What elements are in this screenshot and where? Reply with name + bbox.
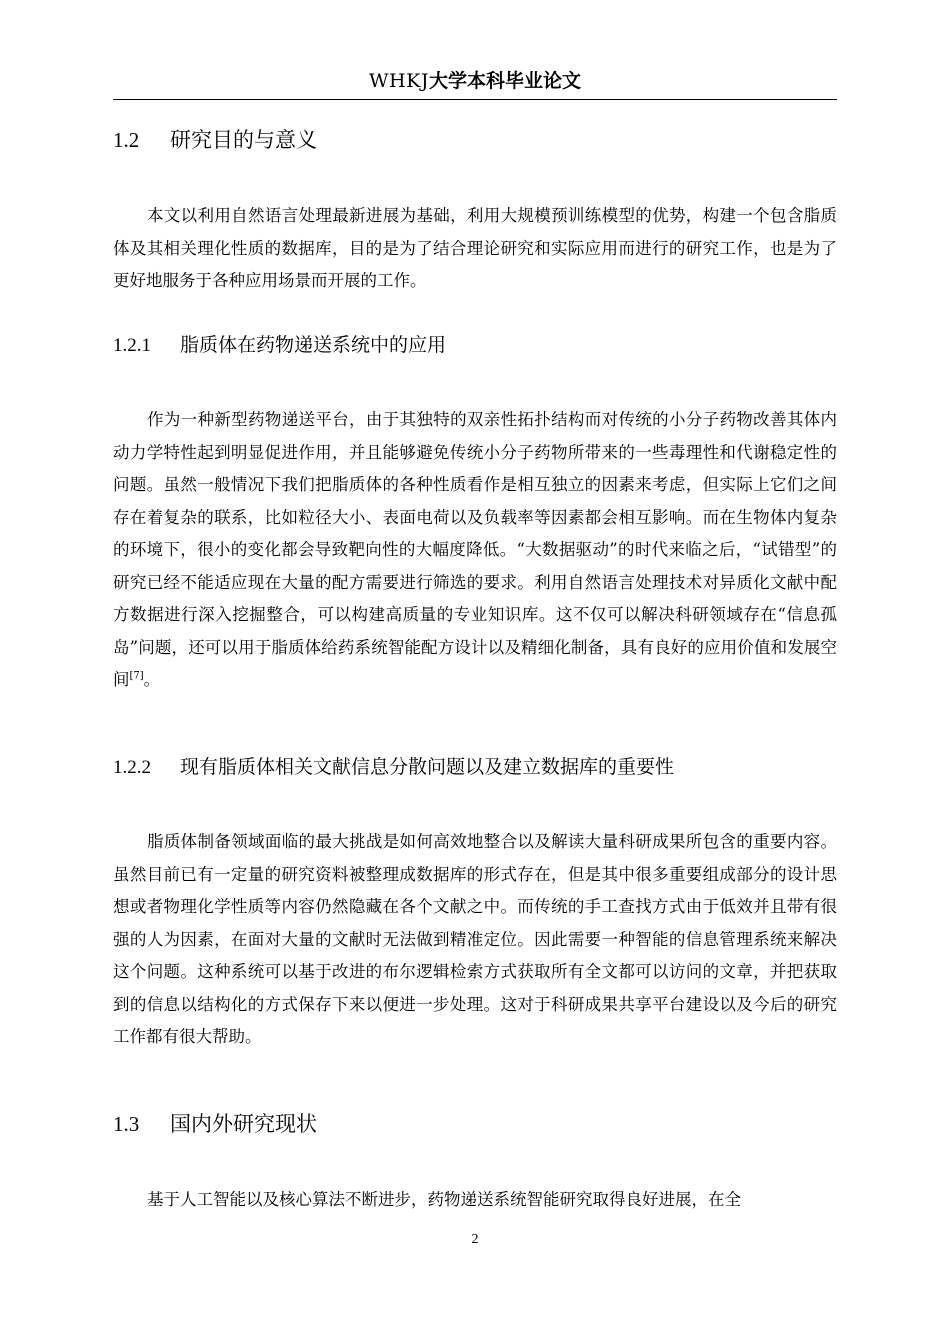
body-paragraph	[113, 1184, 837, 1217]
section-heading-1-2-1	[113, 330, 446, 357]
header-thesis-title: 大学本科毕业论文	[428, 70, 581, 92]
body-paragraph	[113, 404, 837, 697]
paragraph-text: 脂质体制备领域面临的最大挑战是如何高效地整合以及解读大量科研成果所包含的重要内容。虽然目前已有一定量的研究资料被整理成数据库的形式存在，但是其中很多重要组成部分的设计思想或者物理化学性质等内容仍然隐藏在各个文献之中。而传统的手工查找方式由于低效并且带有很强的人为因素，在面对大量的文献时无法做到精准定位。因此需要一种智能的信息管理系统来解决这个问题。这种系统可以基于改进的布尔逻辑检索方式获取所有全文都可以访问的文章，并把获取到的信息以结构化的方式保存下来以便进一步处理。这对于科研成果共享平台建设以及今后的研究工作都有很大帮助。	[113, 832, 837, 1046]
body-paragraph	[113, 826, 837, 1054]
section-heading-1-2	[113, 124, 317, 154]
section-number: 1.2	[113, 128, 140, 152]
section-number: 1.2.2	[113, 757, 151, 778]
paragraph-text: 作为一种新型药物递送平台，由于其独特的双亲性拓扑结构而对传统的小分子药物改善其体内动力学特性起到明显促进作用，并且能够避免传统小分子药物所带来的一些毒理性和代谢稳定性的问题。虽然一般情况下我们把脂质体的各种性质看作是相互独立的因素来考虑，但实际上它们之间存在着复杂的联系，比如粒径大小、表面电荷以及负载率等因素都会相互影响。而在生物体内复杂的环境下，很小的变化都会导致靶向性的大幅度降低。“大数据驱动”的时代来临之后，“试错型”的研究已经不能适应现在大量的配方需要进行筛选的要求。利用自然语言处理技术对异质化文献中配方数据进行深入挖掘整合，可以构建高质量的专业知识库。这不仅可以解决科研领域存在“信息孤岛”问题，还可以用于脂质体给药系统智能配方设计以及精细化制备，具有良好的应用价值和发展空间	[113, 410, 837, 689]
page-number: 2	[471, 1232, 479, 1247]
section-number: 1.3	[113, 1112, 140, 1136]
paragraph-text: 基于人工智能以及核心算法不断进步，药物递送系统智能研究取得良好进展，在全	[147, 1190, 741, 1209]
section-title: 脂质体在药物递送系统中的应用	[180, 334, 447, 356]
paragraph-end: 。	[143, 670, 161, 689]
header-school-code: WHKJ	[369, 70, 429, 92]
section-heading-1-3	[113, 1108, 317, 1138]
running-header	[113, 66, 837, 100]
section-number: 1.2.1	[113, 335, 151, 356]
section-title: 研究目的与意义	[170, 128, 317, 152]
section-title: 国内外研究现状	[170, 1112, 317, 1136]
citation-reference: [7]	[129, 670, 144, 682]
paragraph-text: 本文以利用自然语言处理最新进展为基础，利用大规模预训练模型的优势，构建一个包含脂质体及其相关理化性质的数据库，目的是为了结合理论研究和实际应用而进行的研究工作，也是为了更好地服务于各种应用场景而开展的工作。	[113, 206, 837, 290]
section-heading-1-2-2	[113, 752, 674, 779]
section-title: 现有脂质体相关文献信息分散问题以及建立数据库的重要性	[180, 756, 675, 778]
body-paragraph	[113, 200, 837, 298]
